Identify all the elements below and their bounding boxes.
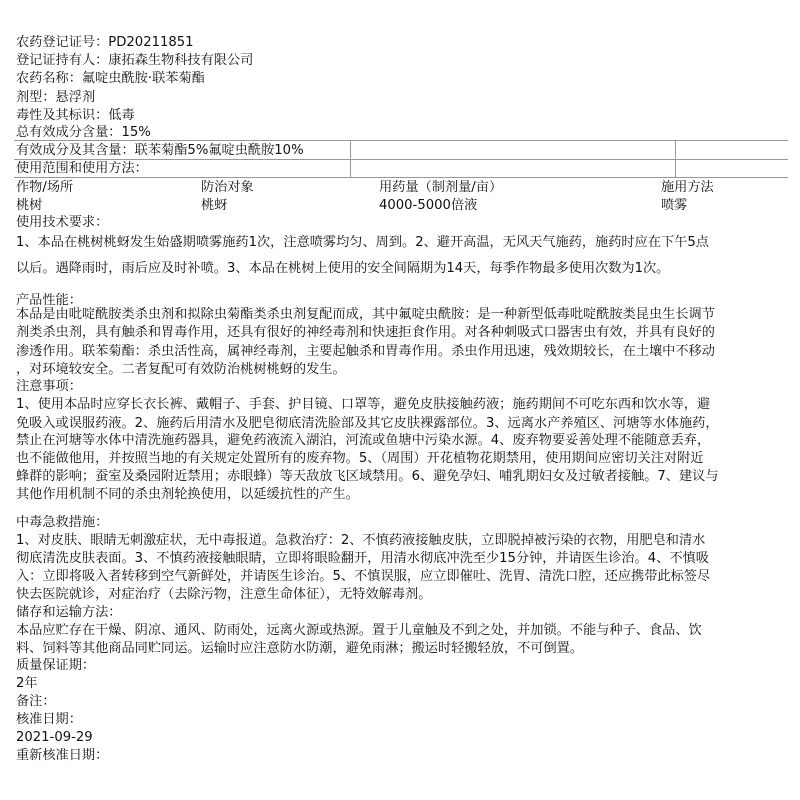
divider — [14, 140, 788, 141]
registration-holder: 登记证持有人：康拓森生物科技有限公司 — [16, 53, 254, 68]
precautions-line: 1、使用本品时应穿长衣长裤、戴帽子、手套、护目镜、口罩等，避免皮肤接触药液；施药期间不可吃东西和饮水等，避 — [16, 397, 711, 412]
precautions-heading: 注意事项： — [16, 379, 82, 394]
precautions-line: 也不能做他用，并按照当地的有关规定处置所有的废弃物。5、（周围）开花植物花期禁用，使用期间应密切关注对附近 — [16, 451, 704, 466]
storage-line: 料、饲料等其他商品同贮同运。运输时应注意防水防潮，避免雨淋；搬运时轻搬轻放，不可倒置。 — [16, 641, 584, 656]
precautions-line: 其他作用机制不同的杀虫剂轮换使用，以延缓抗性的产生。 — [16, 487, 359, 502]
table-header-crop: 作物/场所 — [16, 180, 74, 195]
total-content: 总有效成分含量：15% — [16, 125, 151, 140]
precautions-line: 免吸入或误服药液。2、施药后用清水及肥皂彻底清洗脸部及其它皮肤裸露部位。3、远离水产养殖区、河塘等水体施药， — [16, 416, 719, 431]
precautions-line: 禁止在河塘等水体中清洗施药器具，避免药液流入湖泊，河流或鱼塘中污染水源。4、废弃物要妥善处理不能随意丢弃， — [16, 433, 711, 448]
pesticide-name: 农药名称：氟啶虫酰胺·联苯菊酯 — [16, 71, 205, 86]
warranty-value: 2年 — [16, 676, 38, 691]
toxicity: 毒性及其标识：低毒 — [16, 108, 135, 123]
divider — [14, 177, 788, 178]
registration-cert-no: 农药登记证号：PD20211851 — [16, 35, 194, 50]
formulation: 剂型：悬浮剂 — [16, 90, 96, 105]
first-aid-line: 彻底清洗皮肤表面。3、不慎药液接触眼睛，立即将眼睑翻开，用清水彻底冲洗至少15分钟，并请医生诊治。4、不慎吸 — [16, 551, 709, 566]
approval-date-label: 核准日期： — [16, 712, 82, 727]
usage-scope-heading: 使用范围和使用方法： — [16, 161, 148, 176]
ingredients: 有效成分及其含量：联苯菊酯5%氟啶虫酰胺10% — [16, 143, 304, 158]
remarks-label: 备注： — [16, 694, 56, 709]
performance-line: 剂类杀虫剂，具有触杀和胃毒作用，还具有很好的神经毒剂和快速拒食作用。对各种刺吸式口器害虫有效，并具有良好的 — [16, 325, 715, 340]
first-aid-line: 入：立即将吸入者转移到空气新鲜处，并请医生诊治。5、不慎误服，应立即催吐、洗胃、清洗口腔，还应携带此标签尽 — [16, 569, 711, 584]
tech-line: 1、本品在桃树桃蚜发生始盛期喷雾施药1次，注意喷雾均匀、周到。2、避开高温，无风天气施药，施药时应在下午5点 — [16, 235, 709, 250]
divider — [675, 140, 676, 178]
tech-heading: 使用技术要求： — [16, 215, 109, 230]
performance-line: 渗透作用。联苯菊酯：杀虫活性高，属神经毒剂，主要起触杀和胃毒作用。杀虫作用迅速，残效期较长，在土壤中不移动 — [16, 344, 715, 359]
storage-heading: 储存和运输方法： — [16, 605, 122, 620]
table-header-target: 防治对象 — [201, 180, 254, 195]
approval-date-value: 2021-09-29 — [16, 730, 93, 745]
performance-line: ，对环境较安全。二者复配可有效防治桃树桃蚜的发生。 — [16, 362, 346, 377]
performance-heading: 产品性能： — [16, 293, 82, 308]
table-cell-crop: 桃树 — [16, 198, 43, 213]
first-aid-line: 1、对皮肤、眼睛无刺激症状，无中毒报道。急救治疗：2、不慎药液接触皮肤，立即脱掉被污染的衣物，用肥皂和清水 — [16, 533, 706, 548]
storage-line: 本品应贮存在干燥、阴凉、通风、防雨处，远离火源或热源。置于儿童触及不到之处，并加锁。不能与种子、食品、饮 — [16, 623, 702, 638]
table-header-dosage: 用药量（制剂量/亩） — [379, 180, 503, 195]
reapproval-date-label: 重新核准日期： — [16, 748, 109, 763]
tech-line: 以后。遇降雨时，雨后应及时补喷。3、本品在桃树上使用的安全间隔期为14天，每季作物最多使用次数为1次。 — [16, 261, 670, 276]
table-cell-method: 喷雾 — [661, 198, 688, 213]
table-cell-dosage: 4000-5000倍液 — [379, 198, 478, 213]
first-aid-line: 快去医院就诊，对症治疗（去除污物，注意生命体征），无特效解毒剂。 — [16, 587, 432, 602]
table-header-method: 施用方法 — [661, 180, 714, 195]
divider — [350, 140, 351, 178]
performance-line: 本品是由吡啶酰胺类杀虫剂和拟除虫菊酯类杀虫剂复配而成，其中氟啶虫酰胺：是一种新型低毒吡啶酰胺类昆虫生长调节 — [16, 307, 715, 322]
table-cell-target: 桃蚜 — [201, 198, 228, 213]
precautions-line: 蜂群的影响；蚕室及桑园附近禁用；赤眼蜂）等天敌放飞区域禁用。6、避免孕妇、哺乳期妇女及过敏者接触。7、建议与 — [16, 469, 719, 484]
first-aid-heading: 中毒急救措施： — [16, 515, 109, 530]
warranty-label: 质量保证期： — [16, 658, 96, 673]
